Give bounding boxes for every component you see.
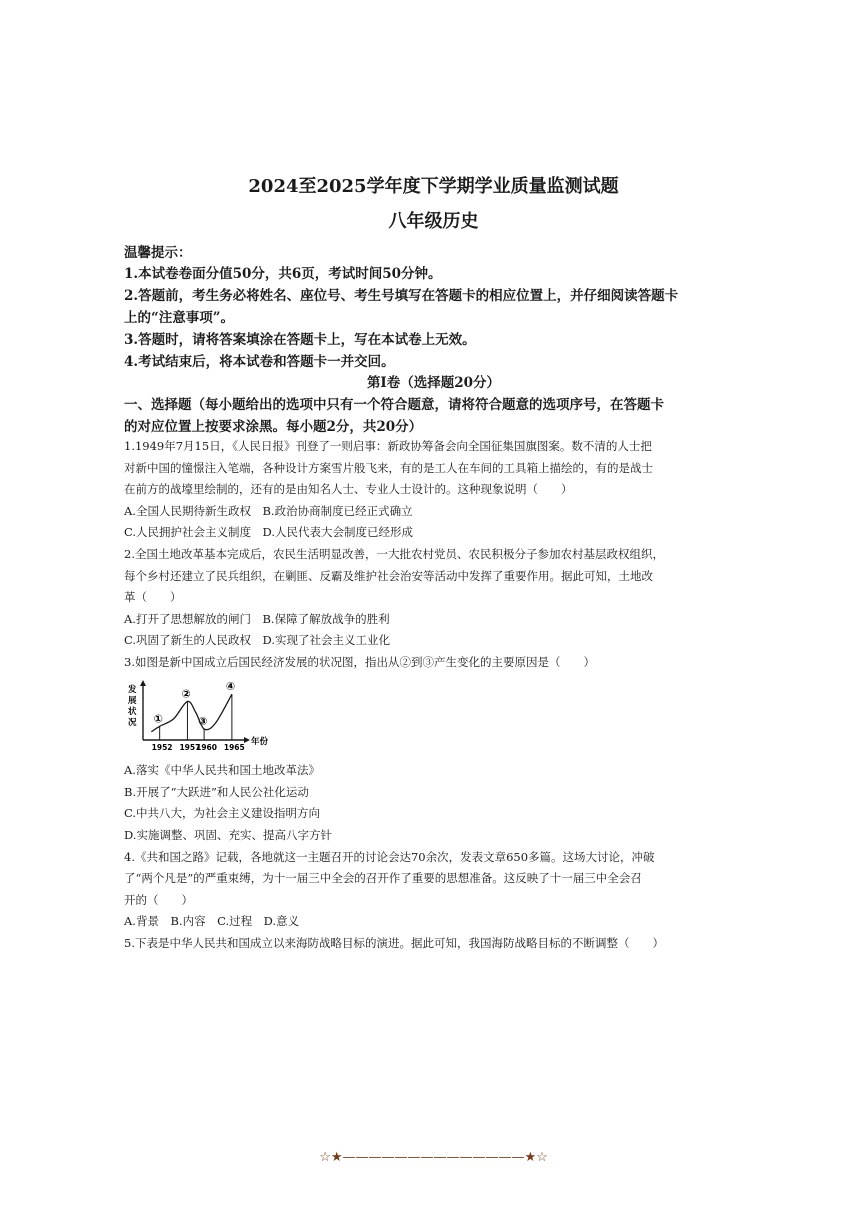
q4-stem-line-2: 了“两个凡是”的严重束缚，为十一届三中全会的召开作了重要的思想准备。这反映了十一届三中全会召 [124,871,642,885]
q4-stem-line-1: 4.《共和国之路》记载，各地就这一主题召开的讨论会达70余次，发表文章650多篇。这场大讨论，冲破 [124,850,655,864]
q2-stem-line-2: 每个乡村还建立了民兵组织，在剿匪、反霸及维护社会治安等活动中发挥了重要作用。据此可知，土地改 [124,569,653,583]
tip-line-4: 4.考试结束后，将本试卷和答题卡一并交回。 [124,354,395,370]
chart-point-label-3: ③ [198,715,208,728]
chart-y-arrow [140,680,146,686]
section-heading: 第Ⅰ卷（选择题20分） [366,375,501,391]
q2-options-1: A.打开了思想解放的闸门 B.保障了解放战争的胜利 [124,612,390,626]
section-instruction-1: 一、选择题（每小题给出的选项中只有一个符合题意，请将符合题意的选项序号，在答题卡 [124,397,664,413]
chart-point-label-1: ① [153,712,163,726]
q1-stem-line-2: 对新中国的憧憬注入笔端，各种设计方案雪片般飞来，有的是工人在车间的工具箱上描绘的，有的是战士 [124,461,653,475]
q3-option-b: B.开展了“大跃进”和人民公社化运动 [124,785,309,799]
chart-x-tick-1957: 1957 [179,743,201,752]
q3-stem-line-1: 3.如图是新中国成立后国民经济发展的状况图，指出从②到③产生变化的主要原因是（ ） [124,655,595,669]
page-footer-ornament: ☆★——————————————★☆ [319,1150,548,1165]
section-instruction-2: 的对应位置上按要求涂黑。每小题2分，共20分） [124,419,423,435]
tip-line-2-cont: 上的“注意事项”。 [124,310,235,326]
chart-series-line [151,694,232,732]
q4-stem-line-3: 开的（ ） [124,893,193,907]
chart-ylabel-1: 展 [128,696,137,706]
tip-line-3: 3.答题时，请将答案填涂在答题卡上，写在本试卷上无效。 [124,332,476,348]
chart-ylabel-0: 发 [128,685,137,695]
exam-subject: 八年级历史 [388,211,479,232]
q5-stem-line-1: 5.下表是中华人民共和国成立以来海防战略目标的演进。据此可知，我国海防战略目标的不断调整（ ） [124,936,664,950]
chart-x-tick-1965: 1965 [223,743,245,752]
q1-options-1: A.全国人民期待新生政权 B.政治协商制度已经正式确立 [124,504,413,518]
chart-x-tick-1952: 1952 [151,743,173,752]
chart-xlabel: 年份 [251,737,268,747]
tips-heading: 温馨提示： [124,245,192,261]
chart-x-tick-1960: 1960 [196,743,217,752]
chart-ylabel-3: 况 [128,718,137,728]
q2-stem-line-1: 2.全国土地改革基本完成后，农民生活明显改善，一大批农村党员、农民积极分子参加农村基层政权组织， [124,547,664,561]
q3-option-c: C.中共八大，为社会主义建设指明方向 [124,806,321,820]
q3-option-d: D.实施调整、巩固、充实、提高八字方针 [124,828,332,842]
tip-line-2: 2.答题前，考生务必将姓名、座位号、考生号填写在答题卡的相应位置上，并仔细阅读答题卡 [124,288,679,304]
chart-ylabel-2: 状 [128,707,137,717]
q2-options-2: C.巩固了新生的人民政权 D.实现了社会主义工业化 [124,633,391,647]
q1-stem-line-1: 1.1949年7月15日，《人民日报》刊登了一则启事：新政协筹备会向全国征集国旗图案。数不清的人士把 [124,439,652,453]
tip-line-1: 1.本试卷卷面分值50分，共6页，考试时间50分钟。 [124,266,442,282]
economy-development-chart [128,680,268,752]
q1-options-2: C.人民拥护社会主义制度 D.人民代表大会制度已经形成 [124,525,414,539]
q3-option-a: A.落实《中华人民共和国土地改革法》 [124,763,320,777]
chart-point-label-2: ② [181,687,191,701]
chart-point-label-4: ④ [225,680,236,694]
q2-stem-line-3: 革（ ） [124,590,182,604]
q4-options: A.背景 B.内容 C.过程 D.意义 [124,914,300,928]
exam-title: 2024至2025学年度下学期学业质量监测试题 [248,176,619,197]
chart-x-arrow [244,737,250,743]
q1-stem-line-3: 在前方的战壕里绘制的，还有的是由知名人士、专业人士设计的。这种现象说明（ ） [124,482,573,496]
